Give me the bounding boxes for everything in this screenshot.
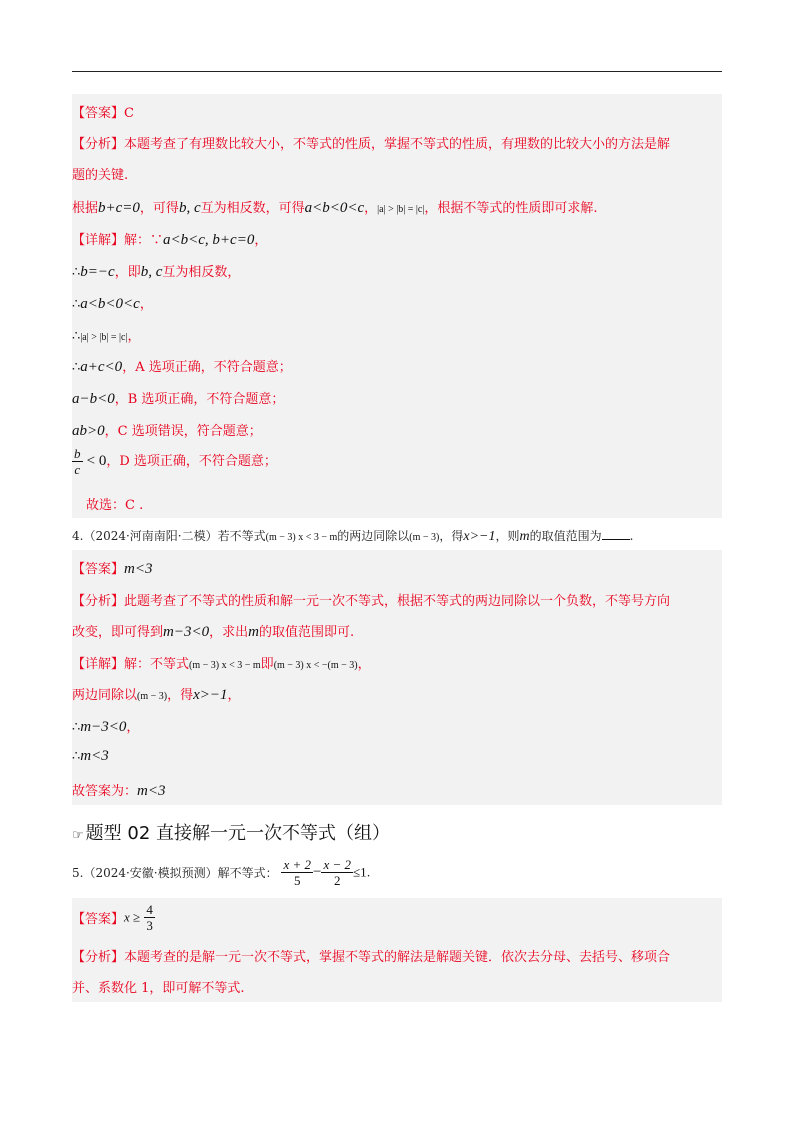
detail-tag: 【详解】 bbox=[72, 233, 125, 248]
minus-sign: − bbox=[313, 864, 322, 880]
math: (m − 3) x < 3 − m bbox=[189, 660, 261, 671]
step-text: ，B 选项正确，不符合题意； bbox=[114, 392, 285, 407]
step-text: ，D 选项正确，不符合题意； bbox=[106, 454, 277, 469]
answer-value: C bbox=[124, 106, 134, 121]
step-text: ，即 bbox=[114, 265, 141, 280]
q4-solution-box bbox=[72, 550, 722, 805]
q3-analysis-line-3 bbox=[72, 197, 722, 217]
fraction-denominator: 5 bbox=[293, 873, 301, 888]
fraction-numerator: x − 2 bbox=[323, 857, 352, 872]
q5-solution-box bbox=[72, 898, 722, 1002]
section-heading bbox=[72, 819, 390, 845]
header-rule bbox=[72, 71, 722, 72]
detail-text: ， bbox=[254, 233, 268, 248]
q3-step-3 bbox=[72, 325, 722, 344]
q3-step-4 bbox=[72, 356, 722, 376]
fraction bbox=[72, 446, 83, 477]
step-text: ， bbox=[139, 297, 153, 312]
math: m<3 bbox=[137, 783, 166, 799]
analysis-text: 本题考查的是解一元一次不等式，掌握不等式的解法是解题关键．依次去分母、去括号、移项合 bbox=[124, 950, 671, 965]
section-title: 题型 02 直接解一元一次不等式（组） bbox=[85, 823, 391, 844]
analysis-text: 题的关键. bbox=[72, 168, 129, 183]
step-text: ， bbox=[126, 720, 140, 735]
q3-analysis-line-1 bbox=[72, 133, 722, 152]
math: m bbox=[248, 624, 259, 640]
math: ab>0 bbox=[72, 423, 105, 439]
math: a<b<0<c bbox=[80, 296, 140, 312]
math: b=−c bbox=[80, 264, 115, 280]
math: (m − 3) bbox=[409, 532, 440, 543]
analysis-text: 本题考查了有理数比较大小，不等式的性质，掌握不等式的性质，有理数的比较大小的方法是解 bbox=[124, 137, 671, 152]
q3-step-7 bbox=[72, 446, 722, 477]
analysis-text: 并、系数化 1，即可解不等式. bbox=[72, 981, 245, 996]
fraction-numerator: x + 2 bbox=[283, 857, 311, 872]
fraction bbox=[281, 857, 313, 888]
math: < 0 bbox=[86, 453, 107, 469]
q4-step-1 bbox=[72, 684, 722, 704]
q3-step-1 bbox=[72, 261, 722, 281]
analysis-text: 的取值范围即可. bbox=[258, 625, 355, 640]
step-text: 互为相反数， bbox=[162, 265, 241, 280]
step-text: ，A 选项正确，不符合题意； bbox=[122, 360, 292, 375]
q3-step-6 bbox=[72, 420, 722, 440]
math: a−b<0 bbox=[72, 391, 115, 407]
stem-text: 5.（2024·安徽·模拟预测）解不等式： bbox=[72, 866, 278, 880]
analysis-tag: 【分析】 bbox=[72, 137, 125, 152]
therefore-symbol: ∴ bbox=[72, 297, 81, 312]
analysis-text: 此题考查了不等式的性质和解一元一次不等式，根据不等式的两边同除以一个负数，不等号方向 bbox=[124, 594, 671, 609]
analysis-text: 根据 bbox=[72, 201, 99, 216]
fraction-numerator: b bbox=[74, 446, 81, 461]
fraction-denominator: c bbox=[74, 462, 81, 477]
math: x>−1 bbox=[463, 529, 496, 544]
therefore-symbol: ∴ bbox=[72, 749, 81, 764]
math: m−3<0 bbox=[163, 624, 210, 640]
stem-text: ，则 bbox=[495, 529, 520, 543]
answer-tag: 【答案】 bbox=[72, 562, 125, 577]
q4-analysis-line-1 bbox=[72, 590, 722, 609]
stem-text: ，得 bbox=[439, 529, 464, 543]
answer-blank bbox=[602, 529, 630, 540]
math: b, c bbox=[178, 200, 201, 216]
analysis-text: ，根据不等式的性质即可求解. bbox=[424, 201, 598, 216]
math: (m − 3) x < −(m − 3) bbox=[273, 660, 358, 671]
step-text: ， bbox=[227, 688, 241, 703]
q3-step-2 bbox=[72, 293, 722, 313]
answer-tag: 【答案】 bbox=[72, 912, 125, 927]
q3-analysis-line-2 bbox=[72, 164, 722, 183]
analysis-text: 改变，即可得到 bbox=[72, 625, 164, 640]
q3-step-5 bbox=[72, 388, 722, 408]
math: |a| > |b| = |c| bbox=[377, 204, 425, 215]
analysis-text: ， bbox=[364, 201, 378, 216]
q5-answer-line bbox=[72, 902, 722, 933]
analysis-text: ，求出 bbox=[209, 625, 249, 640]
fraction-numerator: 4 bbox=[146, 902, 153, 917]
math: ≤1 bbox=[353, 864, 367, 880]
math: x>−1 bbox=[193, 687, 228, 703]
therefore-symbol: ∴ bbox=[72, 360, 81, 375]
stem-text: . bbox=[629, 529, 634, 543]
q4-stem bbox=[72, 527, 633, 545]
q3-detail-line bbox=[72, 229, 722, 249]
fraction-denominator: 2 bbox=[333, 873, 341, 888]
final-text: 故答案为： bbox=[72, 784, 138, 799]
detail-text: 即 bbox=[260, 657, 274, 672]
math: a<b<0<c bbox=[304, 200, 365, 216]
stem-text: 的两边同除以 bbox=[337, 529, 410, 543]
math: b+c=0 bbox=[98, 200, 140, 216]
math: m bbox=[519, 529, 530, 544]
q5-analysis-line-1 bbox=[72, 946, 722, 965]
q3-answer-line bbox=[72, 102, 722, 121]
step-text: ， bbox=[127, 329, 141, 344]
step-text: ，得 bbox=[167, 688, 194, 703]
answer-value: m<3 bbox=[124, 561, 153, 577]
detail-text: 解：不等式 bbox=[124, 657, 190, 672]
therefore-symbol: ∴ bbox=[72, 329, 81, 344]
analysis-tag: 【分析】 bbox=[72, 950, 125, 965]
q5-analysis-line-2 bbox=[72, 977, 722, 996]
q4-step-3 bbox=[72, 748, 722, 765]
math: (m − 3) bbox=[137, 691, 168, 702]
choice-text: 故选：C . bbox=[86, 498, 144, 513]
math: a+c<0 bbox=[80, 359, 123, 375]
math: b, c bbox=[140, 264, 163, 280]
q4-detail-line bbox=[72, 653, 722, 672]
math: |a| > |b| = |c| bbox=[80, 332, 128, 343]
stem-text: 4.（2024·河南南阳·二模）若不等式 bbox=[72, 529, 266, 543]
fraction-denominator: 3 bbox=[146, 918, 153, 933]
math: m<3 bbox=[80, 748, 109, 764]
stem-text: 的取值范围为 bbox=[529, 529, 602, 543]
detail-text: ， bbox=[357, 657, 371, 672]
step-text: 两边同除以 bbox=[72, 688, 138, 703]
math: a<b<c, b+c=0 bbox=[163, 232, 255, 248]
q4-answer-line bbox=[72, 558, 722, 578]
fraction bbox=[144, 902, 155, 933]
step-text: ，C 选项错误，符合题意； bbox=[104, 424, 262, 439]
detail-text: 解：∵ bbox=[124, 233, 164, 248]
stem-text: . bbox=[366, 865, 371, 880]
therefore-symbol: ∴ bbox=[72, 265, 81, 280]
q4-analysis-line-2 bbox=[72, 621, 722, 641]
q3-choice bbox=[86, 494, 722, 513]
analysis-tag: 【分析】 bbox=[72, 594, 125, 609]
therefore-symbol: ∴ bbox=[72, 720, 81, 735]
fraction bbox=[321, 857, 353, 888]
q5-stem bbox=[72, 857, 370, 888]
q4-step-2 bbox=[72, 716, 722, 736]
math: (m − 3) x < 3 − m bbox=[265, 532, 338, 543]
math: m−3<0 bbox=[80, 719, 127, 735]
analysis-text: ，可得 bbox=[139, 201, 179, 216]
q3-solution-box bbox=[72, 94, 722, 518]
math: x ≥ bbox=[124, 909, 141, 925]
pointing-hand-icon: ☞ bbox=[72, 828, 84, 843]
answer-tag: 【答案】 bbox=[72, 106, 125, 121]
detail-tag: 【详解】 bbox=[72, 657, 125, 672]
q4-final-answer bbox=[72, 780, 722, 800]
analysis-text: 互为相反数，可得 bbox=[200, 201, 305, 216]
